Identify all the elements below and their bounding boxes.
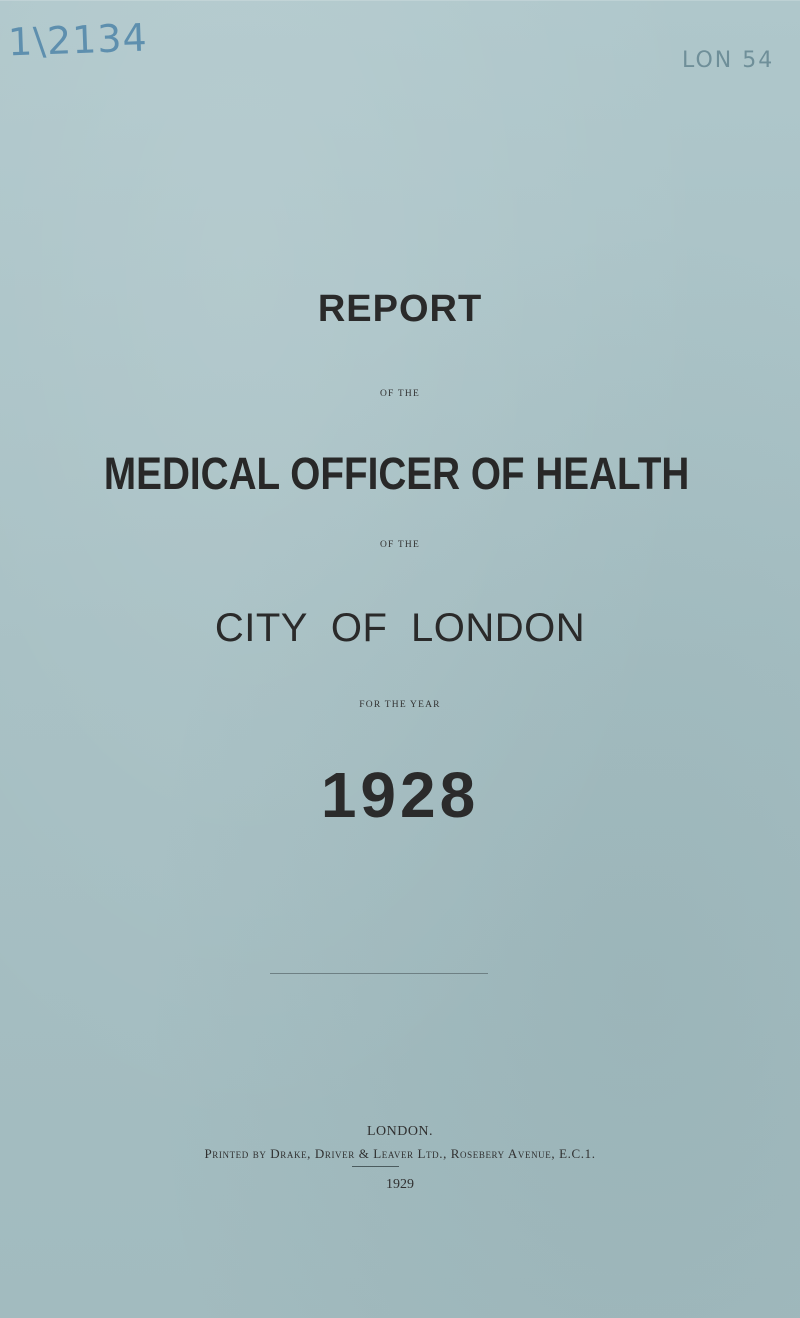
divider-rule [270, 973, 488, 974]
imprint-printer: Printed by Drake, Driver & Leaver Ltd., Rosebery Avenue, E.C.1. [204, 1146, 596, 1161]
handwritten-shelf-mark: LON 54 [682, 48, 775, 73]
handwritten-catalogue-number: 1\2134 [7, 15, 149, 65]
publication-year: 1929 [386, 1177, 414, 1192]
place-name: CITY OF LONDON [214, 606, 586, 650]
imprint-city: LONDON. [366, 1124, 434, 1139]
office-title: MEDICAL OFFICER OF HEALTH [103, 448, 690, 499]
year-label: FOR THE YEAR [359, 700, 441, 710]
imprint-rule [352, 1166, 399, 1167]
report-title: REPORT [317, 288, 483, 330]
connector-of-the-1: OF THE [379, 389, 420, 399]
connector-of-the-2: OF THE [379, 540, 420, 550]
paper-edge [0, 0, 800, 1]
report-year: 1928 [320, 759, 480, 831]
